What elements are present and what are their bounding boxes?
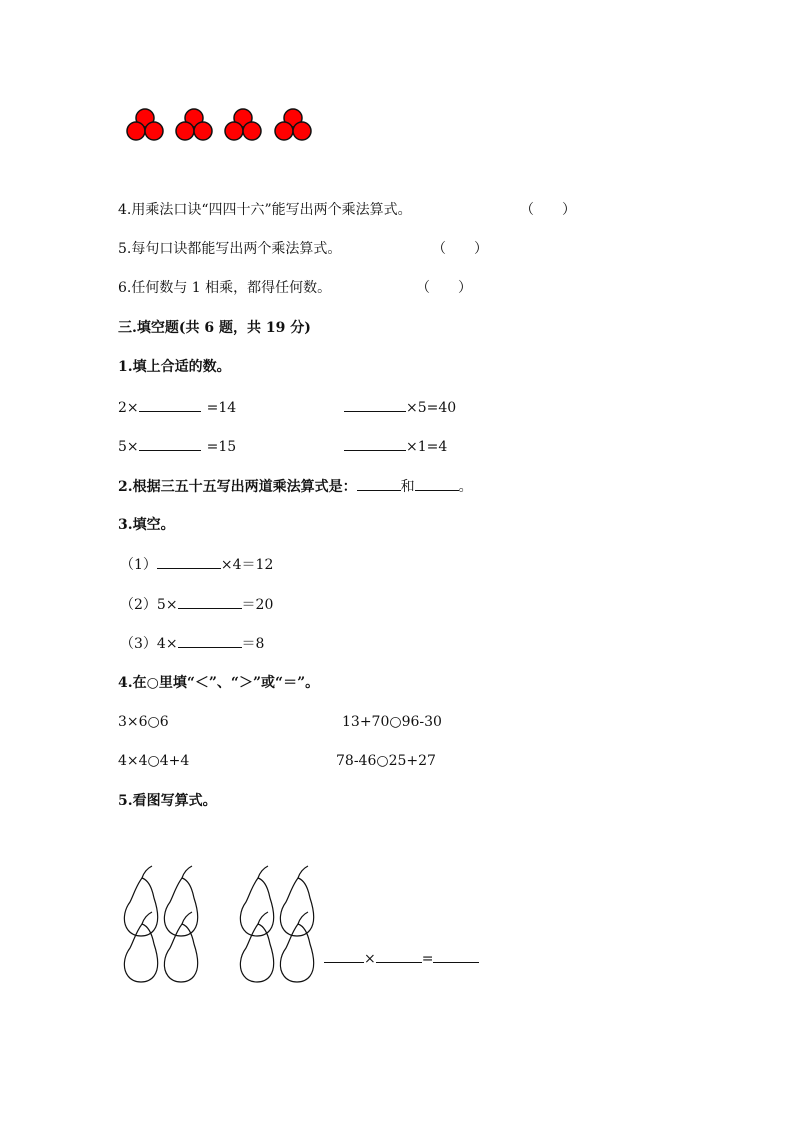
dot-group-1 <box>127 109 163 140</box>
red-dot <box>225 122 243 140</box>
judge-item-4-paren[interactable]: （ ） <box>520 202 576 218</box>
answer-blank[interactable] <box>178 633 242 648</box>
red-dot <box>176 122 194 140</box>
q2-text: 。 <box>458 479 473 495</box>
red-dot <box>145 122 163 140</box>
answer-blank[interactable] <box>324 948 364 963</box>
judge-item-5-paren[interactable]: （ ） <box>432 241 488 257</box>
judge-item-6-paren[interactable]: （ ） <box>416 280 472 296</box>
q1-eq3 <box>118 436 236 457</box>
q4-compare-4[interactable]: 78-46○25+27 <box>336 753 436 769</box>
answer-blank[interactable] <box>344 397 406 412</box>
q5-equation <box>324 948 479 969</box>
red-dot <box>127 122 145 140</box>
q3-title: 3.填空。 <box>118 517 175 533</box>
eq-text: 5× <box>118 439 139 455</box>
answer-blank[interactable] <box>157 554 221 569</box>
judge-item-5 <box>118 239 341 259</box>
row-text: （3）4× <box>120 636 178 652</box>
pear-group-1 <box>124 866 197 982</box>
q2-text: 和 <box>400 479 415 495</box>
row-text: ＝20 <box>241 597 274 613</box>
dot-group-3 <box>225 109 261 140</box>
q5-title: 5.看图写算式。 <box>118 793 217 809</box>
answer-blank[interactable] <box>376 948 422 963</box>
red-dot <box>194 122 212 140</box>
pear-group-2 <box>240 866 313 982</box>
eq-text: ×5=40 <box>406 400 457 416</box>
eq-text: =14 <box>206 400 237 416</box>
judge-item-text: 5.每句口诀都能写出两个乘法算式。 <box>118 241 342 257</box>
section-title: 三.填空题(共 6 题，共 19 分) <box>118 320 311 336</box>
red-dot-groups <box>0 0 794 160</box>
q2 <box>118 476 473 497</box>
dot-group-4 <box>275 109 311 140</box>
row-text: （2）5× <box>120 597 178 613</box>
row-text: （1） <box>120 557 157 573</box>
row-text: ＝8 <box>241 636 265 652</box>
q1-eq2 <box>344 397 456 418</box>
q1-eq1 <box>118 397 236 418</box>
judge-item-4 <box>118 200 412 220</box>
dot-group-2 <box>176 109 212 140</box>
judge-item-text: 6.任何数与 1 相乘，都得任何数。 <box>118 280 332 296</box>
answer-blank[interactable] <box>178 594 242 609</box>
answer-blank[interactable] <box>357 476 401 491</box>
q1-title: 1.填上合适的数。 <box>118 359 231 375</box>
q4-title: 4.在○里填“＜”、“＞”或“＝”。 <box>118 675 320 691</box>
pear-icon <box>240 912 273 982</box>
row-text: ×4＝12 <box>220 557 274 573</box>
equals-sign: = <box>421 951 434 967</box>
red-dot <box>275 122 293 140</box>
judge-item-text: 4.用乘法口诀“四四十六”能写出两个乘法算式。 <box>118 202 412 218</box>
pear-icon <box>164 912 197 982</box>
times-sign: × <box>364 951 376 967</box>
answer-blank[interactable] <box>433 948 479 963</box>
q2-text: 2.根据三五十五写出两道乘法算式是： <box>118 479 357 495</box>
q3-row1 <box>120 554 273 575</box>
red-dot <box>293 122 311 140</box>
judge-item-6 <box>118 278 331 298</box>
answer-blank[interactable] <box>344 436 406 451</box>
q4-compare-3[interactable]: 4×4○4+4 <box>118 753 190 769</box>
pear-icon <box>280 912 313 982</box>
pear-icon <box>124 912 157 982</box>
eq-text: =15 <box>206 439 237 455</box>
answer-blank[interactable] <box>415 476 459 491</box>
q4-compare-1[interactable]: 3×6○6 <box>118 714 169 730</box>
answer-blank[interactable] <box>139 397 201 412</box>
q4-compare-2[interactable]: 13+70○96-30 <box>342 714 442 730</box>
q3-row2 <box>120 594 273 615</box>
eq-text: ×1=4 <box>406 439 448 455</box>
answer-blank[interactable] <box>139 436 201 451</box>
q3-row3 <box>120 633 264 654</box>
red-dot <box>243 122 261 140</box>
q1-eq4 <box>344 436 447 457</box>
eq-text: 2× <box>118 400 139 416</box>
